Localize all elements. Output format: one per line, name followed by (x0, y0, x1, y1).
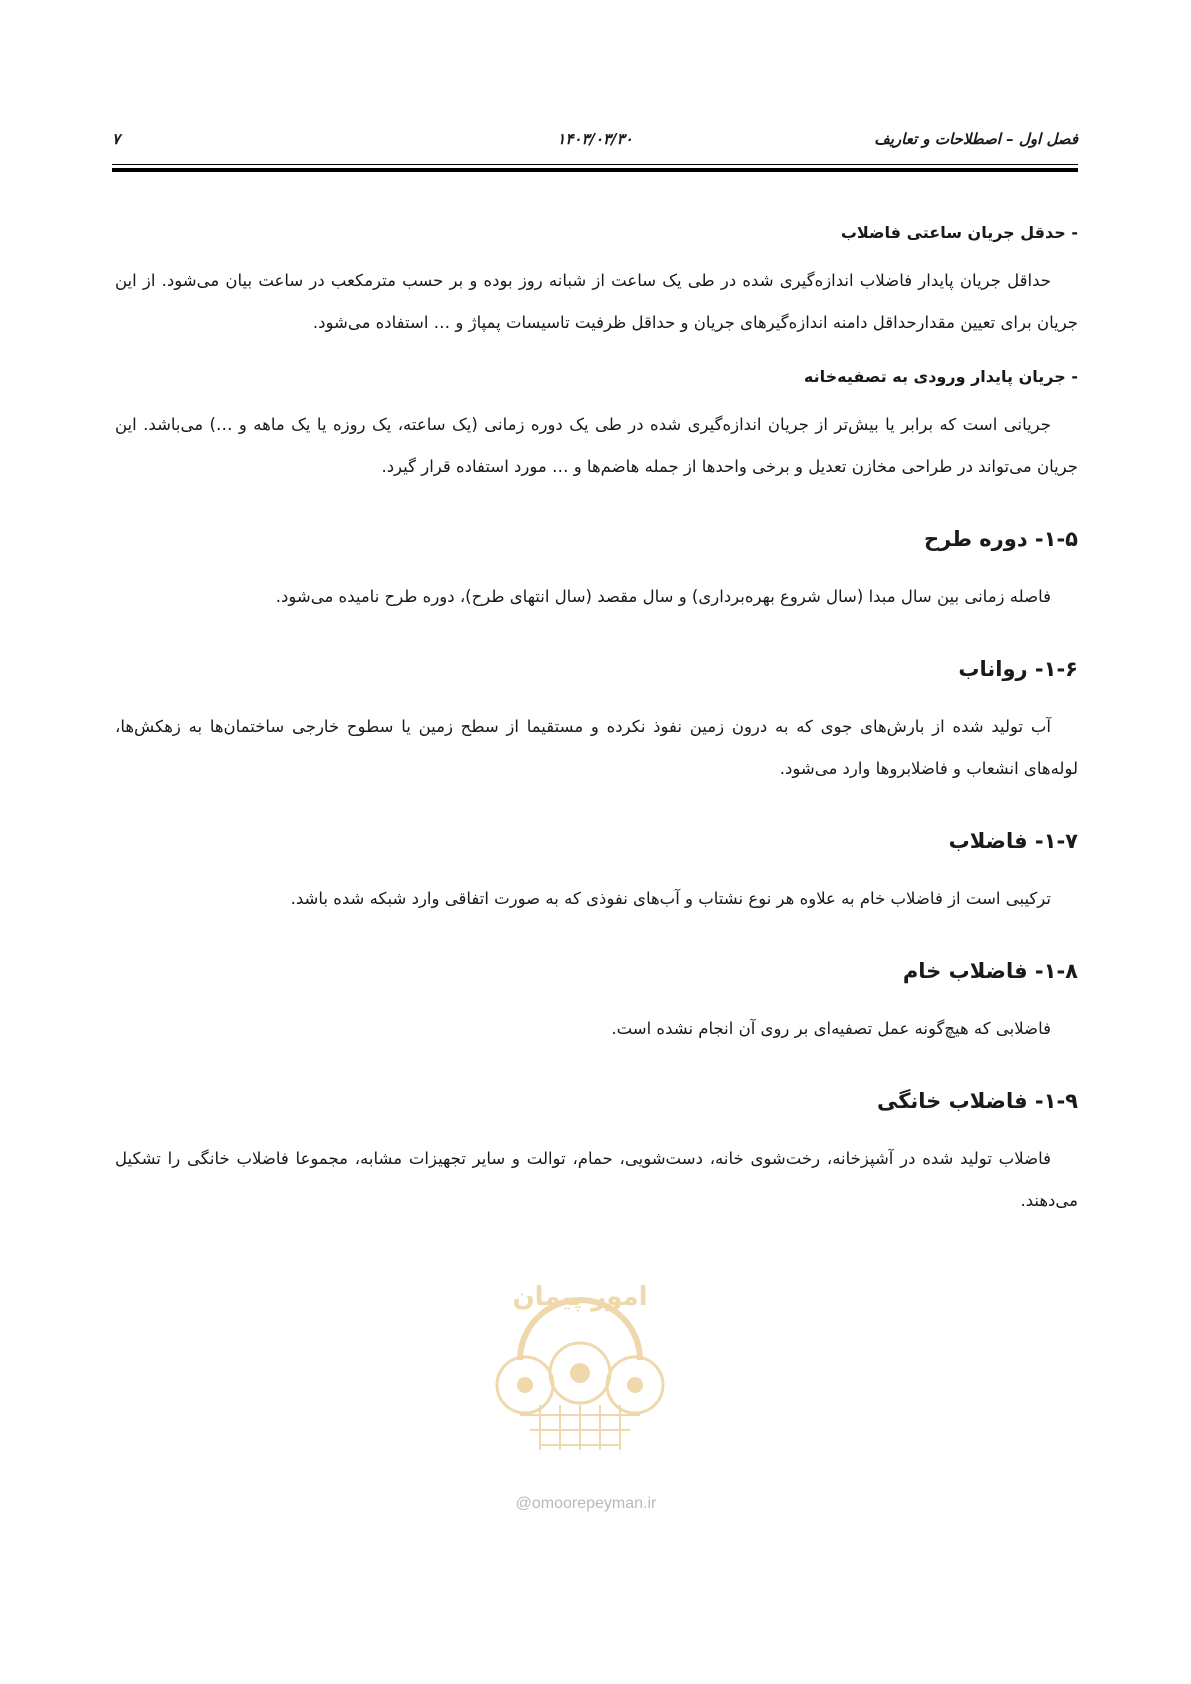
watermark-logo (480, 1265, 680, 1455)
paragraph: فاضلاب تولید شده در آشپزخانه، رخت‌شوی خانه، دست‌شویی، حمام، توالت و سایر تجهیزات مشابه، مجموعا فاضلاب خانگی را تشکیل می‌دهند. (115, 1149, 1078, 1210)
paragraph: حداقل جریان پایدار فاضلاب اندازه‌گیری شده در طی یک ساعت از شبانه روز بوده و بر حسب مترمکعب در ساعت بیان می‌شود. از این جریان برای تعیین مقدارحداقل دامنه اندازه‌گیرهای جریان و حداقل ظرفیت تاسیسات پمپاژ و … استفاده می‌شود. (115, 271, 1078, 332)
section-heading: ۱-۸- فاضلاب خام (902, 959, 1078, 983)
watermark-url: @omoorepeyman.ir (515, 1495, 657, 1512)
paragraph: جریانی است که برابر یا بیش‌تر از جریان اندازه‌گیری شده در طی یک دوره زمانی (یک ساعته، یک روزه یا یک ماهه و …) می‌باشد. این جریان می‌تواند در طراحی مخازن تعدیل و برخی واحدها از جمله هاضم‌ها و … مورد استفاده قرار گیرد. (115, 415, 1078, 476)
page-number: ۷ (112, 130, 121, 148)
watermark-logo-text: امور پیمان (512, 1282, 648, 1312)
paragraph: فاضلابی که هیچ‌گونه عمل تصفیه‌ای بر روی آن انجام نشده است. (611, 1019, 1051, 1038)
page-body (115, 220, 1078, 1222)
subheading: - حدقل جریان ساعتی فاضلاب (840, 223, 1078, 242)
header-date: ۱۴۰۳/۰۳/۳۰ (557, 130, 633, 148)
header-rule-thin (112, 164, 1078, 165)
page-header (112, 130, 1078, 152)
paragraph: فاصله زمانی بین سال مبدا (سال شروع بهره‌برداری) و سال مقصد (سال انتهای طرح)، دوره طرح نامیده می‌شود. (275, 587, 1051, 606)
section-heading: ۱-۷- فاضلاب (948, 829, 1078, 853)
header-rule-thick (112, 168, 1078, 172)
subheading: - جریان پایدار ورودی به تصفیه‌خانه (803, 367, 1078, 386)
chapter-title: فصل اول – اصطلاحات و تعاریف (874, 130, 1078, 148)
paragraph: آب تولید شده از بارش‌های جوی که به درون زمین نفوذ نکرده و مستقیما از سطح زمین یا سطوح خارجی ساختمان‌ها به زهکش‌ها، لوله‌های انشعاب و فاضلابروها وارد می‌شود. (115, 717, 1078, 778)
paragraph: ترکیبی است از فاضلاب خام به علاوه هر نوع نشتاب و آب‌های نفوذی که به صورت اتفاقی وارد شبکه شده باشد. (290, 889, 1051, 908)
section-heading: ۱-۵- دوره طرح (924, 527, 1078, 551)
section-heading: ۱-۹- فاضلاب خانگی (876, 1089, 1078, 1113)
section-heading: ۱-۶- رواناب (958, 657, 1078, 681)
